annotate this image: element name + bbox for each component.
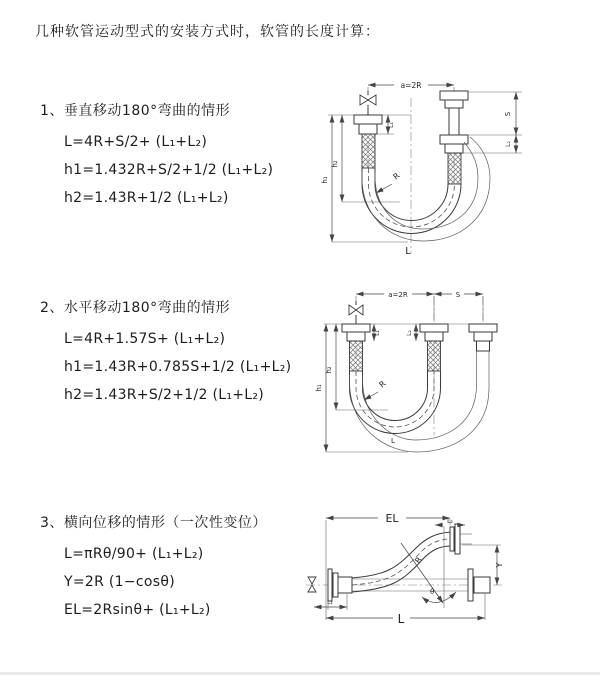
label-s: S: [455, 291, 461, 299]
dimension-el: [326, 512, 450, 620]
braided-hose-middle: [428, 341, 441, 371]
valve-icon: [308, 577, 316, 592]
middle-flange-fitting: [420, 324, 448, 371]
valve-icon: [360, 91, 376, 115]
label-radius: R: [377, 379, 388, 390]
formula-h1: h1=1.432R+S/2+1/2 (L₁+L₂): [64, 162, 274, 178]
section-2-heading: 2、水平移动180°弯曲的情形: [40, 300, 231, 316]
section-3: [40, 512, 267, 624]
formula-y: Y=2R (1−cosθ): [64, 574, 175, 590]
right-flange-displaced: [450, 524, 472, 554]
braided-hose-right: [448, 153, 461, 184]
label-s: S: [504, 111, 512, 117]
formula-h2: h2=1.43R+S/2+1/2 (L₁+L₂): [64, 387, 265, 403]
section-3-heading: 3、横向位移的情形（一次性变位）: [40, 515, 267, 531]
label-length: L: [397, 612, 405, 626]
label-length: L: [405, 246, 411, 257]
hose-u-bend: [350, 371, 441, 434]
label-h1: h₁: [315, 384, 323, 392]
label-radius: R: [413, 555, 424, 566]
dimension-width: [356, 291, 434, 299]
label-h2: h₂: [331, 160, 339, 168]
hose-u-bend-moved: [349, 351, 489, 452]
label-el: EL: [385, 512, 399, 525]
label-l1: L₁: [374, 330, 381, 336]
diagram-horizontal-180-bend: [308, 280, 600, 460]
label-l2: L₂: [447, 518, 453, 525]
formula-el: EL=2Rsinθ+ (L₁+L₂): [64, 602, 211, 618]
label-width: a=2R: [388, 291, 408, 299]
right-flange-original: [468, 569, 490, 601]
right-flange-original: [440, 135, 468, 184]
dimension-offset-s: [356, 291, 483, 320]
label-l2: L₂: [505, 141, 512, 147]
label-width: a=2R: [400, 81, 422, 90]
label-theta: θ: [430, 588, 435, 596]
hose-u-bend-moved: [362, 137, 490, 241]
label-h1: h₁: [321, 176, 329, 184]
radius-leader: [376, 171, 402, 193]
label-length: L: [391, 437, 395, 445]
right-flange-moved: [469, 324, 497, 351]
formula-length: L=4R+S/2+ (L₁+L₂): [64, 134, 208, 150]
hose-s-curve: [352, 532, 451, 592]
label-y: Y: [495, 562, 504, 568]
page-title: 几种软管运动型式的安装方式时，软管的长度计算：: [35, 24, 380, 40]
label-radius: R: [391, 171, 402, 182]
dimension-left-fitting: [374, 324, 381, 341]
formula-h1: h1=1.43R+0.785S+1/2 (L₁+L₂): [64, 359, 292, 375]
braided-hose-left: [350, 341, 363, 371]
hose-u-bend: [362, 168, 461, 233]
label-l2: L₂: [406, 330, 413, 336]
left-flange-fitting: [354, 115, 382, 168]
dimension-length: [326, 594, 485, 626]
section-1: [40, 100, 273, 212]
section-2: [40, 297, 291, 409]
label-l1: L₁: [327, 599, 333, 606]
formula-h2: h2=1.43R+1/2 (L₁+L₂): [64, 190, 229, 206]
section-1-heading: 1、垂直移动180°弯曲的情形: [40, 103, 231, 119]
left-flange-fitting: [342, 324, 370, 371]
label-l1: L₁: [388, 122, 395, 128]
dimension-right-fitting: [406, 324, 416, 341]
formula-length: L=4R+1.57S+ (L₁+L₂): [64, 331, 226, 347]
dimension-offset-s: [462, 92, 522, 153]
radius-leader: [364, 379, 388, 400]
diagram-vertical-180-bend: [308, 72, 600, 258]
label-h2: h₂: [325, 366, 333, 374]
valve-icon: [349, 301, 363, 324]
formula-length: L=πRθ/90+ (L₁+L₂): [64, 546, 204, 562]
diagram-lateral-displacement: [298, 498, 600, 673]
right-flange-raised: [440, 91, 468, 135]
braided-hose-left: [362, 134, 375, 168]
left-flange-fitting: [328, 569, 352, 601]
